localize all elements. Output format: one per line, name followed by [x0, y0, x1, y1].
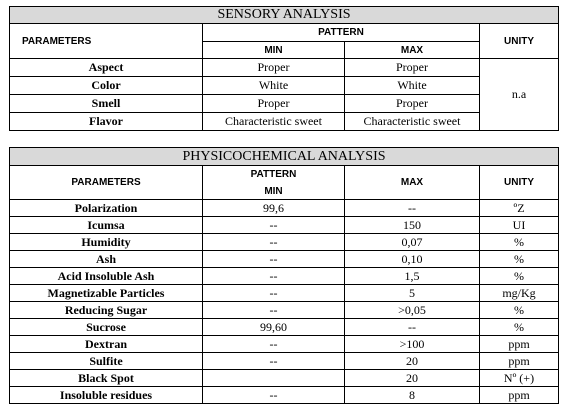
- table-row: [10, 200, 559, 217]
- physico-max: --: [345, 200, 480, 217]
- table-row: [10, 217, 559, 234]
- physico-unity: mg/Kg: [480, 285, 559, 302]
- physico-unity: ppm: [480, 387, 559, 404]
- table-row: [10, 353, 559, 370]
- physico-min: --: [203, 268, 345, 285]
- physico-max: >100: [345, 336, 480, 353]
- physico-max: 8: [345, 387, 480, 404]
- physico-parameter: Sulfite: [10, 353, 203, 370]
- sensory-pattern-header: PATTERN: [203, 24, 480, 42]
- sensory-title: SENSORY ANALYSIS: [10, 7, 559, 24]
- physico-unity: %: [480, 319, 559, 336]
- physico-unity: Nº (+): [480, 370, 559, 387]
- physico-min: --: [203, 336, 345, 353]
- sensory-parameter: Color: [10, 77, 203, 95]
- table-row: [10, 319, 559, 336]
- physico-min: --: [203, 251, 345, 268]
- physico-parameter: Dextran: [10, 336, 203, 353]
- physico-max-header: MAX: [345, 166, 480, 200]
- table-row: [10, 387, 559, 404]
- physico-parameter: Black Spot: [10, 370, 203, 387]
- physico-min: --: [203, 285, 345, 302]
- sensory-max-header: MAX: [345, 42, 480, 59]
- sensory-min: White: [203, 77, 345, 95]
- physico-min: --: [203, 217, 345, 234]
- sensory-min: Proper: [203, 59, 345, 77]
- physico-unity: %: [480, 302, 559, 319]
- physico-parameter: Reducing Sugar: [10, 302, 203, 319]
- table-row: [10, 77, 559, 95]
- physico-parameter: Insoluble residues: [10, 387, 203, 404]
- sensory-unity-header: UNITY: [480, 24, 559, 59]
- table-row: [10, 234, 559, 251]
- sensory-parameters-header: PARAMETERS: [10, 24, 203, 59]
- physico-unity-header: UNITY: [480, 166, 559, 200]
- physico-max: 150: [345, 217, 480, 234]
- table-row: [10, 113, 559, 131]
- physico-max: 20: [345, 353, 480, 370]
- physico-parameter: Icumsa: [10, 217, 203, 234]
- physico-min: --: [203, 302, 345, 319]
- physico-min: 99,6: [203, 200, 345, 217]
- sensory-max: Proper: [345, 95, 480, 113]
- physico-unity: ppm: [480, 336, 559, 353]
- physico-min-header: MIN: [203, 184, 345, 200]
- physico-min: --: [203, 234, 345, 251]
- physico-min: 99,60: [203, 319, 345, 336]
- physico-title: PHYSICOCHEMICAL ANALYSIS: [10, 148, 559, 166]
- physico-unity: UI: [480, 217, 559, 234]
- sensory-max: White: [345, 77, 480, 95]
- physico-unity: %: [480, 234, 559, 251]
- physico-max: 0,07: [345, 234, 480, 251]
- table-row: [10, 59, 559, 77]
- sensory-analysis-table: [9, 6, 559, 131]
- physico-pattern-header: PATTERN: [203, 166, 345, 184]
- table-row: [10, 285, 559, 302]
- table-row: [10, 95, 559, 113]
- physico-parameter: Acid Insoluble Ash: [10, 268, 203, 285]
- physico-parameter: Sucrose: [10, 319, 203, 336]
- physico-max: 5: [345, 285, 480, 302]
- sensory-parameter: Smell: [10, 95, 203, 113]
- physico-parameters-header: PARAMETERS: [10, 166, 203, 200]
- physico-unity: %: [480, 268, 559, 285]
- table-row: [10, 370, 559, 387]
- physico-unity: ppm: [480, 353, 559, 370]
- physico-parameter: Ash: [10, 251, 203, 268]
- physico-unity: ºZ: [480, 200, 559, 217]
- physico-min: [203, 370, 345, 387]
- table-row: [10, 268, 559, 285]
- physico-min: --: [203, 387, 345, 404]
- sensory-max: Proper: [345, 59, 480, 77]
- physico-parameter: Humidity: [10, 234, 203, 251]
- sensory-min-header: MIN: [203, 42, 345, 59]
- physico-parameter: Polarization: [10, 200, 203, 217]
- physico-unity: %: [480, 251, 559, 268]
- table-row: [10, 336, 559, 353]
- sensory-parameter: Flavor: [10, 113, 203, 131]
- physico-parameter: Magnetizable Particles: [10, 285, 203, 302]
- sensory-max: Characteristic sweet: [345, 113, 480, 131]
- physico-max: 20: [345, 370, 480, 387]
- physico-min: --: [203, 353, 345, 370]
- physico-max: --: [345, 319, 480, 336]
- sensory-min: Proper: [203, 95, 345, 113]
- table-row: [10, 302, 559, 319]
- sensory-unity-value: n.a: [480, 59, 559, 131]
- physicochemical-analysis-table: [9, 147, 559, 404]
- sensory-min: Characteristic sweet: [203, 113, 345, 131]
- physico-max: 0,10: [345, 251, 480, 268]
- table-row: [10, 251, 559, 268]
- physico-max: >0,05: [345, 302, 480, 319]
- physico-max: 1,5: [345, 268, 480, 285]
- sensory-parameter: Aspect: [10, 59, 203, 77]
